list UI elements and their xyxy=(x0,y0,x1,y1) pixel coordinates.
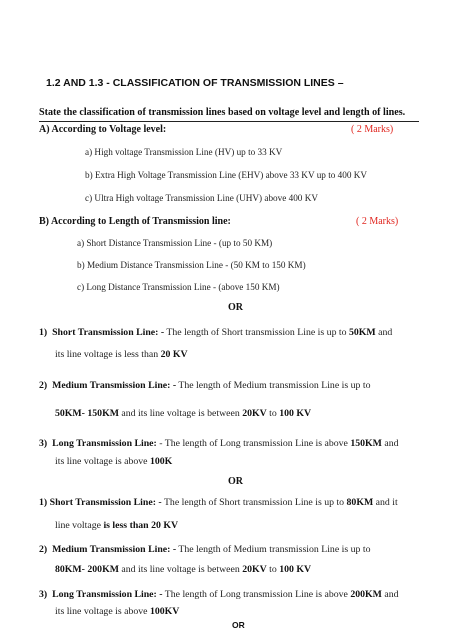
definition-text: and its line voltage is between xyxy=(118,564,243,575)
definition-text: The length of Medium transmission Line is up to xyxy=(176,544,371,555)
definition-text: line voltage xyxy=(55,520,104,531)
value-highlight: 50KM xyxy=(348,327,376,338)
section-a-label: A) According to Voltage level: xyxy=(39,124,167,135)
definition-text: and it xyxy=(373,497,398,508)
term-label: Short Transmission Line: - xyxy=(52,327,165,338)
question-underline xyxy=(39,121,419,122)
set1-short-line2 xyxy=(55,349,188,360)
section-b-item: a) Short Distance Transmission Line - (up to 50 KM) xyxy=(77,238,273,248)
section-a-item: c) Ultra High voltage Transmission Line (UHV) above 400 KV xyxy=(85,193,318,203)
definition-text: The length of Medium transmission Line is up to xyxy=(176,380,371,391)
value-highlight: 20KV xyxy=(242,564,267,575)
or-separator: OR xyxy=(228,302,243,313)
question-text: State the classification of transmission lines based on voltage level and length of lines. xyxy=(39,107,406,118)
set2-medium-line1 xyxy=(39,544,370,555)
definition-text: its line voltage is less than xyxy=(55,349,161,360)
definition-text: to xyxy=(266,408,280,419)
section-b-item: b) Medium Distance Transmission Line - (50 KM to 150 KM) xyxy=(77,260,306,270)
definition-text: its line voltage is above xyxy=(55,606,150,617)
or-separator-final: OR xyxy=(232,620,245,630)
term-label: Long Transmission Line: xyxy=(52,438,157,449)
value-highlight: 100 KV xyxy=(279,564,312,575)
set2-short-line1 xyxy=(39,497,398,508)
set1-long-line1 xyxy=(39,438,399,449)
item-number: 3) xyxy=(39,438,48,449)
term-label: Short Transmission Line: - xyxy=(49,497,162,508)
item-number: 1) xyxy=(39,327,48,338)
definition-text: The length of Short transmission Line is up to xyxy=(161,497,347,508)
definition-text: The length of Short transmission Line is up to xyxy=(164,327,349,338)
set2-medium-line2 xyxy=(55,564,311,575)
set1-short-line1 xyxy=(39,327,392,338)
value-highlight: is less than 20 KV xyxy=(103,520,179,531)
item-number: 3) xyxy=(39,589,48,600)
definition-text: - The length of Long transmission Line is above xyxy=(156,438,351,449)
definition-text: and xyxy=(375,327,393,338)
item-number: 2) xyxy=(39,544,48,555)
value-highlight: 200KM xyxy=(350,589,382,600)
term-label: Medium Transmission Line: - xyxy=(52,544,177,555)
item-number: 2) xyxy=(39,380,48,391)
value-highlight: 80KM xyxy=(346,497,374,508)
set2-short-line2 xyxy=(55,520,178,531)
or-separator: OR xyxy=(228,476,243,487)
set1-medium-line1 xyxy=(39,380,370,391)
definition-text: to xyxy=(266,564,280,575)
value-highlight: 80KM- 200KM xyxy=(55,564,119,575)
value-highlight: 20KV xyxy=(242,408,267,419)
value-highlight: 150KM xyxy=(350,438,382,449)
value-highlight: 50KM- 150KM xyxy=(55,408,119,419)
value-highlight: 100 KV xyxy=(279,408,312,419)
set1-long-line2 xyxy=(55,456,172,467)
section-a-item: a) High voltage Transmission Line (HV) up to 33 KV xyxy=(85,147,283,157)
value-highlight: 20 KV xyxy=(160,349,188,360)
term-label: Long Transmission Line: - xyxy=(52,589,163,600)
item-number: 1) xyxy=(39,497,48,508)
section-b-item: c) Long Distance Transmission Line - (above 150 KM) xyxy=(77,282,280,292)
section-b-label: B) According to Length of Transmission line: xyxy=(39,216,231,227)
definition-text: and its line voltage is between xyxy=(118,408,243,419)
set2-long-line1 xyxy=(39,589,399,600)
definition-text: and xyxy=(381,589,399,600)
page-title: 1.2 AND 1.3 - CLASSIFICATION OF TRANSMISSION LINES – xyxy=(46,77,344,89)
definition-text: its line voltage is above xyxy=(55,456,150,467)
value-highlight: 100KV xyxy=(149,606,180,617)
definition-text: The length of Long transmission Line is above xyxy=(162,589,351,600)
section-a-item: b) Extra High Voltage Transmission Line (EHV) above 33 KV up to 400 KV xyxy=(85,170,367,180)
set1-medium-line2 xyxy=(55,408,311,419)
term-label: Medium Transmission Line: - xyxy=(52,380,177,391)
section-a-marks: ( 2 Marks) xyxy=(351,124,394,135)
section-b-marks: ( 2 Marks) xyxy=(356,216,399,227)
value-highlight: 100K xyxy=(149,456,173,467)
set2-long-line2 xyxy=(55,606,179,617)
definition-text: and xyxy=(381,438,399,449)
